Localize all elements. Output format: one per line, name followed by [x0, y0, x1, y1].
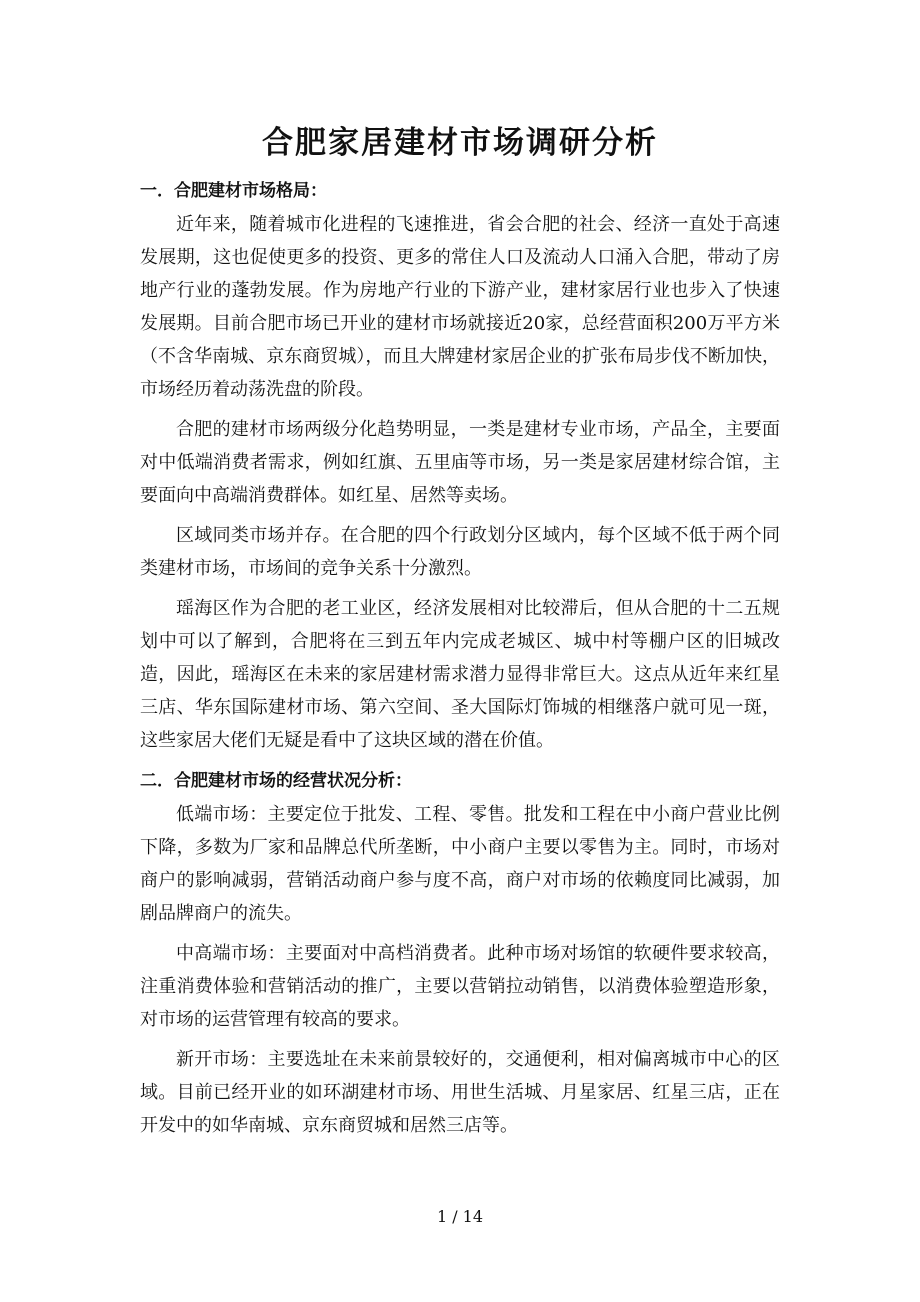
paragraph: 区域同类市场并存。在合肥的四个行政划分区域内，每个区域不低于两个同类建材市场，市场间的竞争关系十分激烈。 — [140, 525, 780, 579]
document-body — [140, 174, 780, 1149]
page-number: 1 / 14 — [436, 1207, 484, 1226]
section-operation-analysis — [140, 764, 780, 1142]
paragraph: 新开市场：主要选址在未来前景较好的，交通便利，相对偏离城市中心的区域。目前已经开业的如环湖建材市场、用世生活城、月星家居、红星三店，正在开发中的如华南城、京东商贸城和居然三店等。 — [140, 1049, 780, 1136]
section-heading: 二．合肥建材市场的经营状况分析： — [140, 771, 412, 791]
section-market-structure — [140, 174, 780, 757]
paragraph: 近年来，随着城市化进程的飞速推进，省会合肥的社会、经济一直处于高速发展期，这也促使更多的投资、更多的常住人口及流动人口涌入合肥，带动了房地产行业的蓬勃发展。作为房地产行业的下游产业，建材家居行业也步入了快速发展期。目前合肥市场已开业的建材市场就接近20家，总经营面积200万平方米（不含华南城、京东商贸城），而且大牌建材家居企业的扩张布局步伐不断加快，市场经历着动荡洗盘的阶段。 — [140, 214, 780, 400]
paragraph: 低端市场：主要定位于批发、工程、零售。批发和工程在中小商户营业比例下降，多数为厂家和品牌总代所垄断，中小商户主要以零售为主。同时，市场对商户的影响减弱，营销活动商户参与度不高，商户对市场的依赖度同比减弱，加剧品牌商户的流失。 — [140, 804, 780, 924]
paragraph: 瑶海区作为合肥的老工业区，经济发展相对比较滞后，但从合肥的十二五规划中可以了解到，合肥将在三到五年内完成老城区、城中村等棚户区的旧城改造，因此，瑶海区在未来的家居建材需求潜力显得非常巨大。这点从近年来红星三店、华东国际建材市场、第六空间、圣大国际灯饰城的相继落户就可见一斑，这些家居大佬们无疑是看中了这块区域的潜在价值。 — [140, 598, 780, 751]
paragraph: 中高端市场：主要面对中高档消费者。此种市场对场馆的软硬件要求较高，注重消费体验和营销活动的推广，主要以营销拉动销售，以消费体验塑造形象，对市场的运营管理有较高的要求。 — [140, 943, 780, 1030]
page-title: 合肥家居建材市场调研分析 — [262, 125, 658, 161]
paragraph: 合肥的建材市场两级分化趋势明显，一类是建材专业市场，产品全，主要面对中低端消费者需求，例如红旗、五里庙等市场，另一类是家居建材综合馆，主要面向中高端消费群体。如红星、居然等卖场。 — [140, 419, 780, 506]
section-heading: 一．合肥建材市场格局： — [140, 181, 327, 201]
